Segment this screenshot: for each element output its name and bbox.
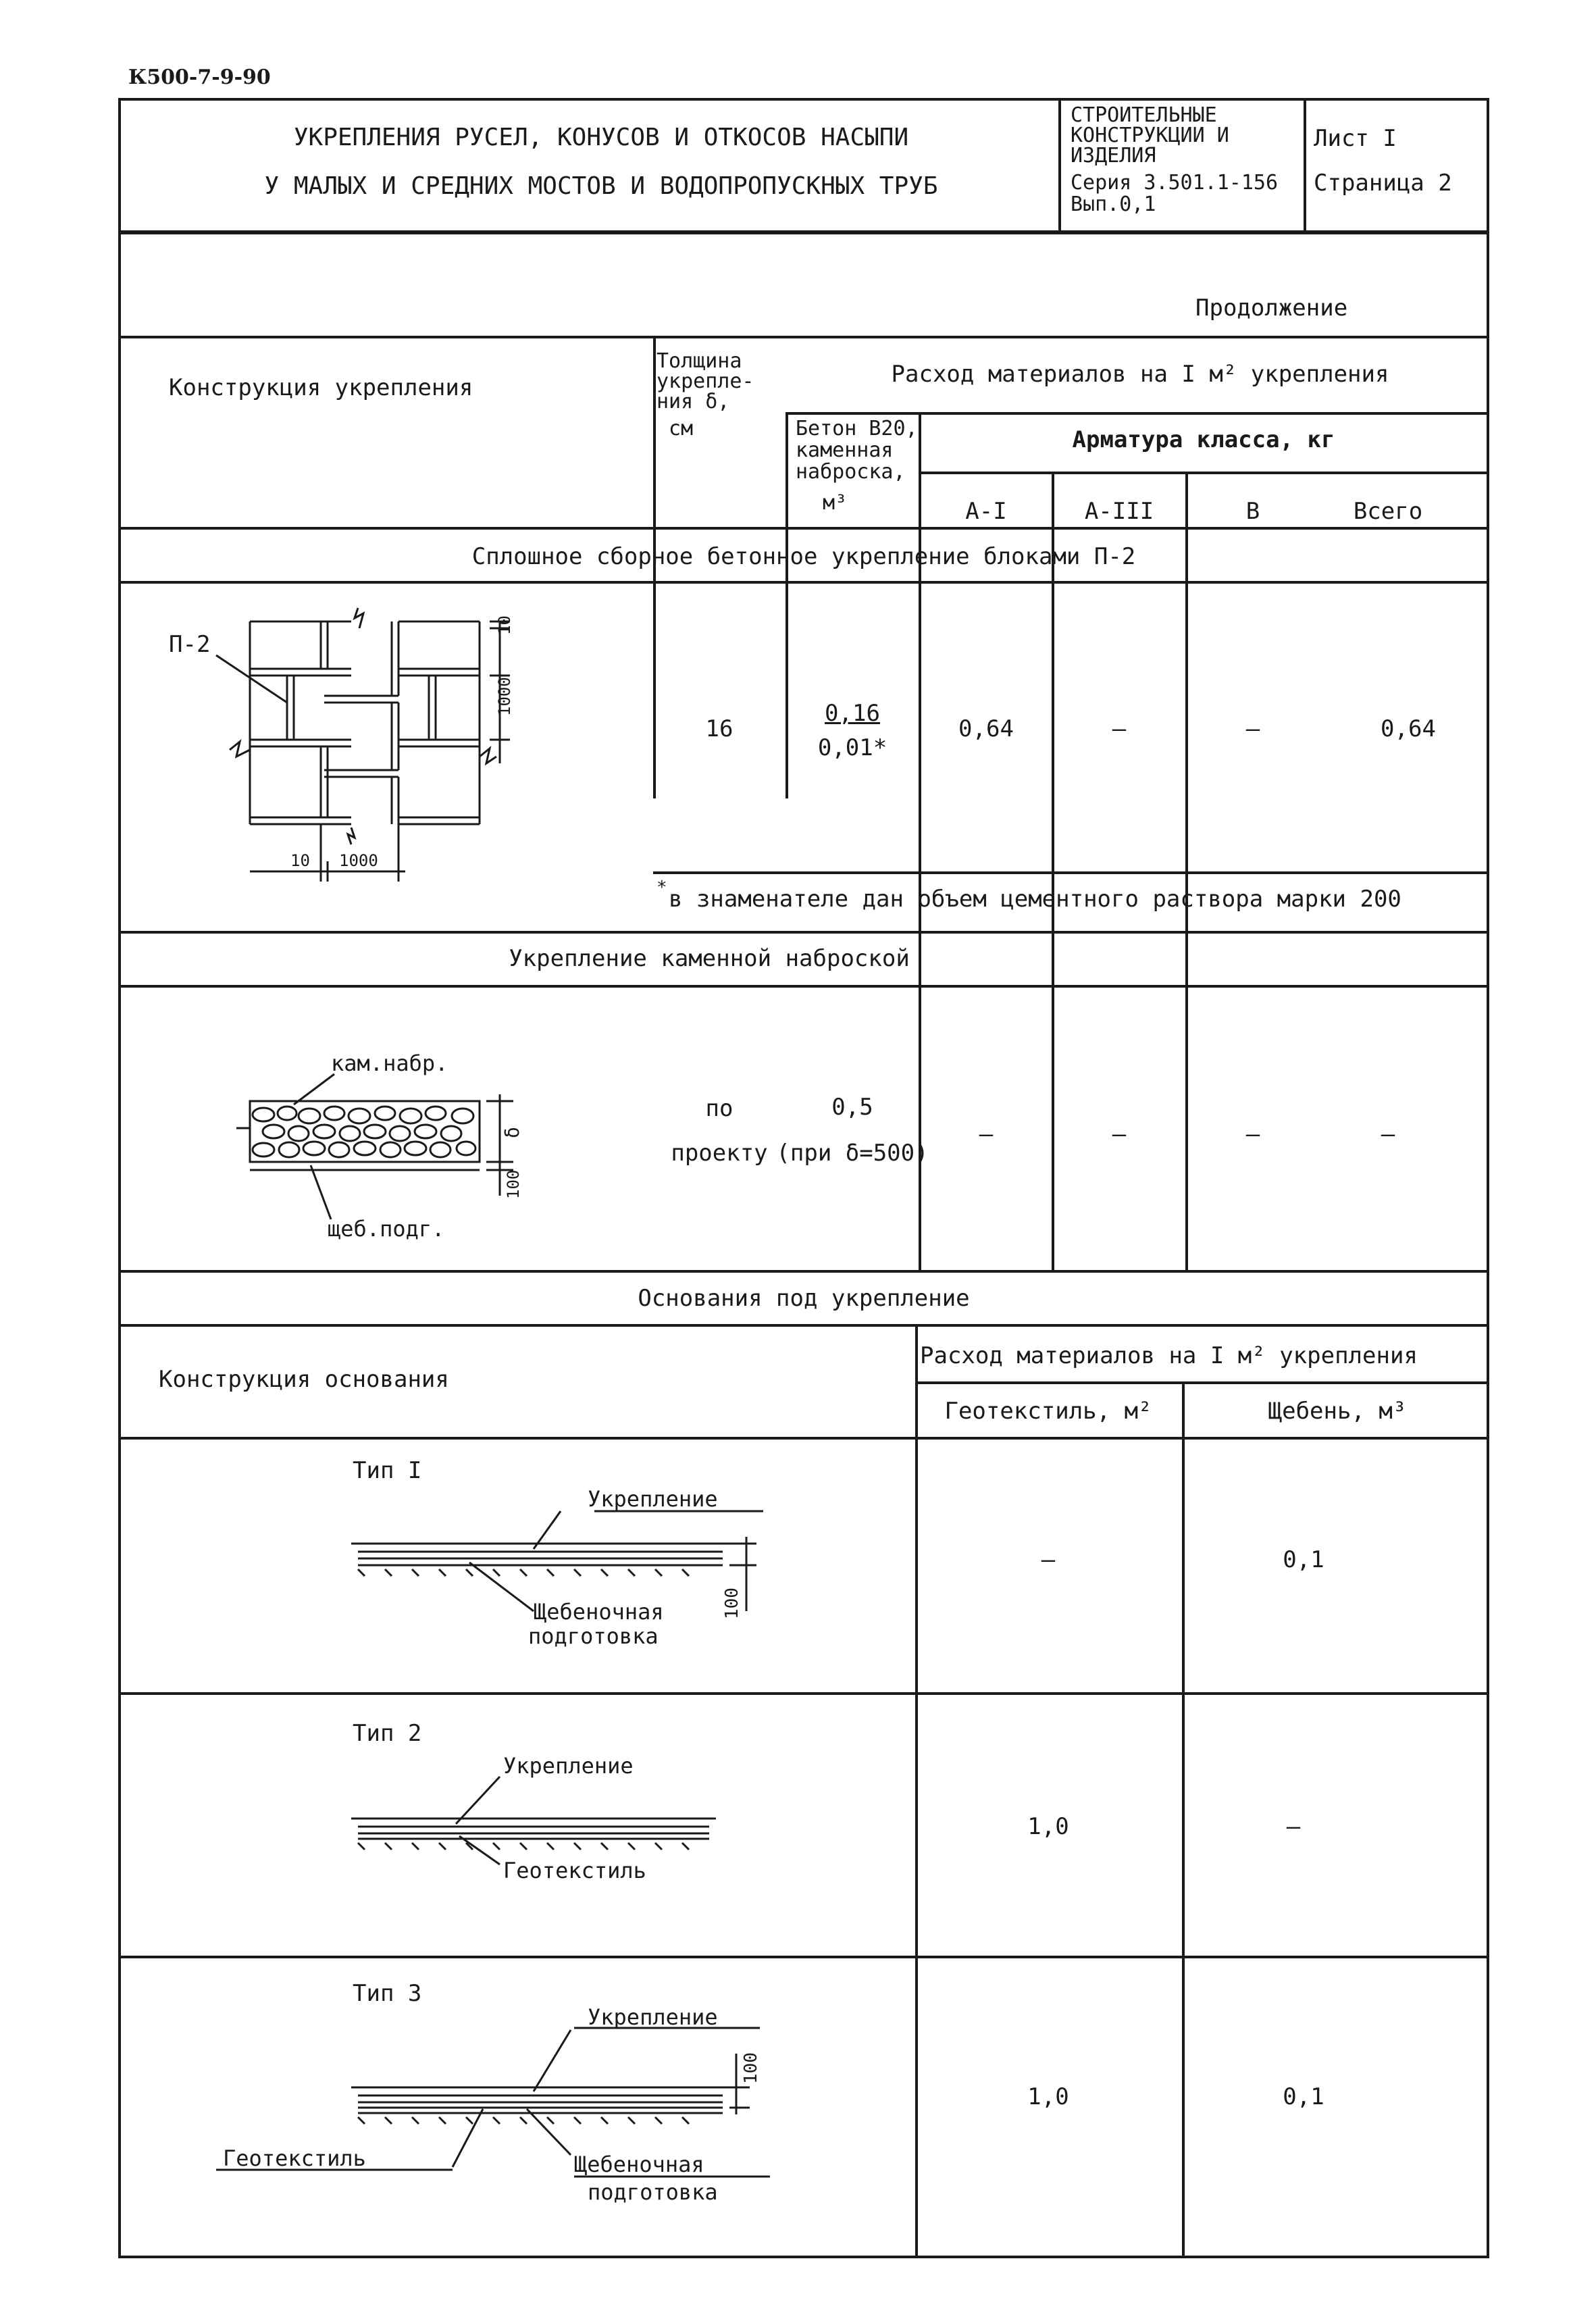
col-rebar-b: В: [1245, 498, 1260, 525]
section2-title: Укрепление каменной наброской: [509, 945, 910, 972]
s1-thickness: 16: [705, 715, 733, 742]
series-line2: КОНСТРУКЦИИ И: [1071, 124, 1229, 147]
type2-label-reinforcement: Укрепление: [503, 1753, 634, 1779]
col-thickness-l2: укрепле-: [657, 370, 754, 393]
sheet-number: Лист I: [1314, 125, 1397, 152]
col-thickness-l1: Толщина: [657, 349, 742, 373]
s1-dim-10-bottom: 10: [290, 851, 310, 870]
s2-dim-delta: δ: [501, 1127, 523, 1138]
s1-concrete-numerator: 0,16: [825, 700, 880, 727]
type1-dim-100: 100: [722, 1587, 742, 1619]
col-consumption-header: Расход материалов на I м² укрепления: [891, 361, 1389, 388]
s1-footnote: в знаменателе дан объем цементного раствора марки 200: [669, 886, 1401, 913]
s2-thickness-l2: проекту: [671, 1140, 768, 1167]
s1-concrete-denominator: 0,01*: [817, 734, 887, 761]
type1-label-reinforcement: Укрепление: [588, 1486, 718, 1512]
s2-b: –: [1245, 1121, 1260, 1148]
type3-label-reinforcement: Укрепление: [588, 2004, 718, 2030]
header-title-line1: УКРЕПЛЕНИЯ РУСЕЛ, КОНУСОВ И ОТКОСОВ НАСЫПИ: [293, 124, 909, 151]
s2-concrete-l2: (при δ=500): [776, 1140, 929, 1167]
col-concrete-l2: каменная: [796, 438, 894, 462]
col-rebar-a3: А-III: [1084, 498, 1154, 525]
type3-label-geotextile: Геотекстиль: [223, 2145, 366, 2171]
series-line1: СТРОИТЕЛЬНЫЕ: [1071, 103, 1217, 127]
type2-gravel: –: [1286, 1813, 1301, 1840]
s2-a3: –: [1112, 1121, 1127, 1148]
col-gravel: Щебень, м³: [1268, 1398, 1407, 1425]
s1-footnote-mark: *: [657, 878, 667, 898]
type2-drawing: [338, 1743, 756, 1898]
s1-label-p2: П-2: [169, 631, 211, 658]
type3-label-gravel-l1: Щебеночная: [574, 2152, 704, 2177]
col-concrete-l4: м³: [823, 491, 848, 515]
section3-title: Основания под укрепление: [638, 1285, 970, 1312]
s1-dim-10-right: 10: [495, 615, 514, 635]
series-number: Серия 3.501.1-156: [1071, 171, 1279, 195]
type3-dim-100: 100: [741, 2052, 761, 2084]
s2-a1: –: [979, 1121, 994, 1148]
type1-label-gravel-l2: подготовка: [528, 1623, 659, 1649]
type1-drawing: [338, 1476, 797, 1652]
s2-label-gravel: щеб.подг.: [328, 1216, 445, 1242]
s2-dim-100: 100: [504, 1169, 523, 1199]
document-code: К500-7-9-90: [128, 66, 271, 89]
col-concrete-l1: Бетон В20,: [796, 417, 918, 440]
type3-label-gravel-l2: подготовка: [588, 2179, 718, 2205]
s2-total: –: [1381, 1121, 1395, 1148]
s1-a1: 0,64: [958, 715, 1014, 742]
type1-label: Тип I: [353, 1457, 422, 1484]
col-thickness-l3: ния δ,: [657, 390, 730, 413]
col-construction-header: Конструкция укрепления: [169, 374, 473, 401]
type2-label: Тип 2: [353, 1720, 422, 1747]
type1-label-gravel-l1: Щебеночная: [534, 1599, 664, 1625]
header-frame: [118, 98, 1489, 233]
s1-b: –: [1245, 715, 1260, 742]
col-rebar-header: Арматура класса, кг: [1072, 426, 1335, 453]
col-base-consumption: Расход материалов на I м² укрепления: [920, 1342, 1418, 1369]
page-number: Страница 2: [1314, 170, 1452, 197]
s1-total: 0,64: [1381, 715, 1436, 742]
s1-dim-1000-bottom: 1000: [339, 851, 378, 870]
type2-label-geotextile: Геотекстиль: [503, 1858, 646, 1883]
type3-geotextile: 1,0: [1027, 2083, 1069, 2110]
s1-dim-1000-right: 1000: [495, 677, 514, 716]
col-rebar-total: Всего: [1353, 498, 1423, 525]
type1-gravel: 0,1: [1283, 1546, 1324, 1573]
col-base-construction: Конструкция основания: [159, 1366, 449, 1393]
header-title-line2: У МАЛЫХ И СРЕДНИХ МОСТОВ И ВОДОПРОПУСКНЫХ ТРУБ: [264, 172, 938, 200]
s2-thickness-l1: по: [705, 1095, 733, 1122]
type3-gravel: 0,1: [1283, 2083, 1324, 2110]
type1-geotextile: –: [1041, 1546, 1056, 1573]
series-line3: ИЗДЕЛИЯ: [1071, 144, 1156, 168]
s2-label-riprap: кам.набр.: [331, 1050, 448, 1076]
col-rebar-a1: А-I: [965, 498, 1007, 525]
s2-concrete-l1: 0,5: [831, 1094, 873, 1121]
col-concrete-l3: наброска,: [796, 460, 906, 484]
main-table-frame: [118, 232, 1489, 2258]
s1-a3: –: [1112, 715, 1127, 742]
series-issue: Вып.0,1: [1071, 193, 1156, 216]
section1-title: Сплошное сборное бетонное укрепление блоками П-2: [471, 543, 1136, 570]
type2-geotextile: 1,0: [1027, 1813, 1069, 1840]
s2-drawing: [230, 1020, 540, 1243]
col-thickness-l4: см: [669, 417, 694, 440]
continuation-note: Продолжение: [1195, 295, 1348, 322]
type3-drawing: [216, 2000, 797, 2205]
type3-label: Тип 3: [353, 1980, 422, 2007]
s1-drawing: [149, 594, 648, 912]
col-geotextile: Геотекстиль, м²: [944, 1398, 1152, 1425]
